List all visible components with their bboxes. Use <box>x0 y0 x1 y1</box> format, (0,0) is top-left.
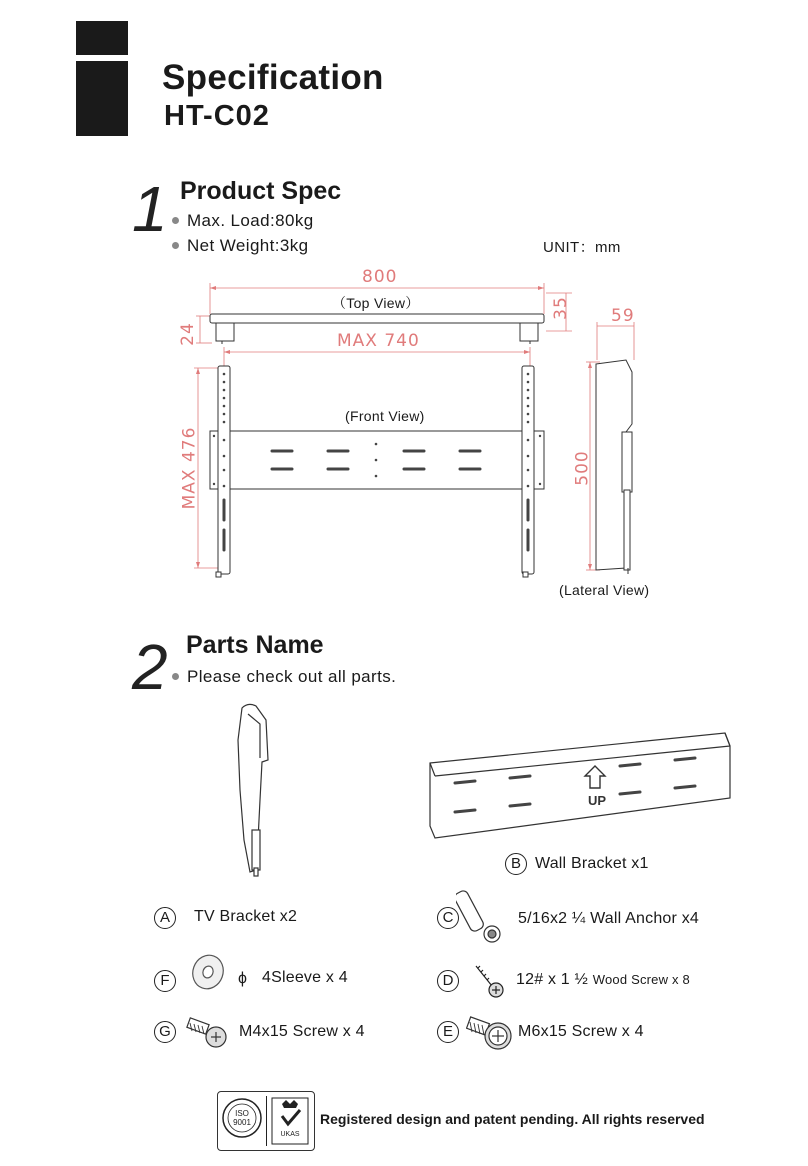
wood-screw-icon <box>472 962 508 1002</box>
dimension-width: 800 <box>362 267 398 287</box>
phi-symbol: ϕ <box>238 970 248 987</box>
part-letter-b: B <box>505 853 527 875</box>
unit-label: UNIT：mm <box>543 239 621 256</box>
ukas-logo <box>270 1096 310 1146</box>
certification-logos <box>217 1091 315 1151</box>
section-title-product-spec: Product Spec <box>180 177 342 205</box>
part-letter-a: A <box>154 907 176 929</box>
dimension-max-vertical: MAX 476 <box>179 426 200 510</box>
part-label-wood-screw: 12# x 1 ½ Wood Screw x 8 <box>516 971 690 988</box>
dimension-depth-top: 35 <box>550 296 571 320</box>
section-number-1: 1 <box>132 173 168 245</box>
part-label-tv-bracket: TV Bracket x2 <box>194 908 298 925</box>
part-label-m4-screw: M4x15 Screw x 4 <box>239 1023 365 1040</box>
wall-bracket-illustration <box>425 728 745 853</box>
m6-screw-icon <box>466 1010 516 1054</box>
part-label-wall-bracket: Wall Bracket x1 <box>535 855 649 872</box>
part-label-m6-screw: M6x15 Screw x 4 <box>518 1023 644 1040</box>
header-tab-mark <box>76 61 128 136</box>
dimension-height: 500 <box>572 450 593 486</box>
part-letter-d: D <box>437 970 459 992</box>
bullet-dot <box>172 217 179 224</box>
section-title-parts-name: Parts Name <box>186 631 324 659</box>
m4-screw-icon <box>186 1013 232 1053</box>
svg-text:9001: 9001 <box>233 1118 251 1127</box>
parts-instruction: Please check out all parts. <box>172 667 396 687</box>
part-letter-e: E <box>437 1021 459 1043</box>
dimension-max-horizontal: MAX 740 <box>337 331 420 351</box>
dimension-lateral-depth: 59 <box>611 306 635 326</box>
top-view-label: （Top View） <box>332 295 420 311</box>
wall-anchor-icon <box>456 882 510 950</box>
part-letter-f: F <box>154 970 176 992</box>
bullet-dot <box>172 673 179 680</box>
svg-text:UKAS: UKAS <box>280 1131 300 1138</box>
page-title: Specification <box>162 58 384 97</box>
part-letter-c: C <box>437 907 459 929</box>
part-label-sleeve: 4Sleeve x 4 <box>262 969 348 986</box>
spec-bullet-net-weight: Net Weight:3kg <box>172 236 309 256</box>
divider <box>266 1096 267 1146</box>
part-label-wall-anchor: 5/16x2 ¼ Wall Anchor x4 <box>518 910 699 927</box>
bullet-dot <box>172 242 179 249</box>
part-letter-g: G <box>154 1021 176 1043</box>
sleeve-washer-icon <box>188 952 228 992</box>
svg-text:ISO: ISO <box>235 1109 249 1118</box>
header-tab-mark <box>76 21 128 55</box>
lateral-view-label: (Lateral View) <box>559 582 650 598</box>
iso-9001-logo <box>220 1096 264 1146</box>
footer-rights-text: Registered design and patent pending. All rights reserved <box>320 1111 705 1127</box>
front-view-label: (Front View) <box>345 408 425 424</box>
section-number-2: 2 <box>132 631 168 703</box>
up-label: UP <box>588 793 607 808</box>
dimension-side-top: 24 <box>177 322 198 346</box>
tv-bracket-illustration <box>230 700 280 882</box>
spec-bullet-max-load: Max. Load:80kg <box>172 211 314 231</box>
model-number: HT-C02 <box>164 100 270 132</box>
